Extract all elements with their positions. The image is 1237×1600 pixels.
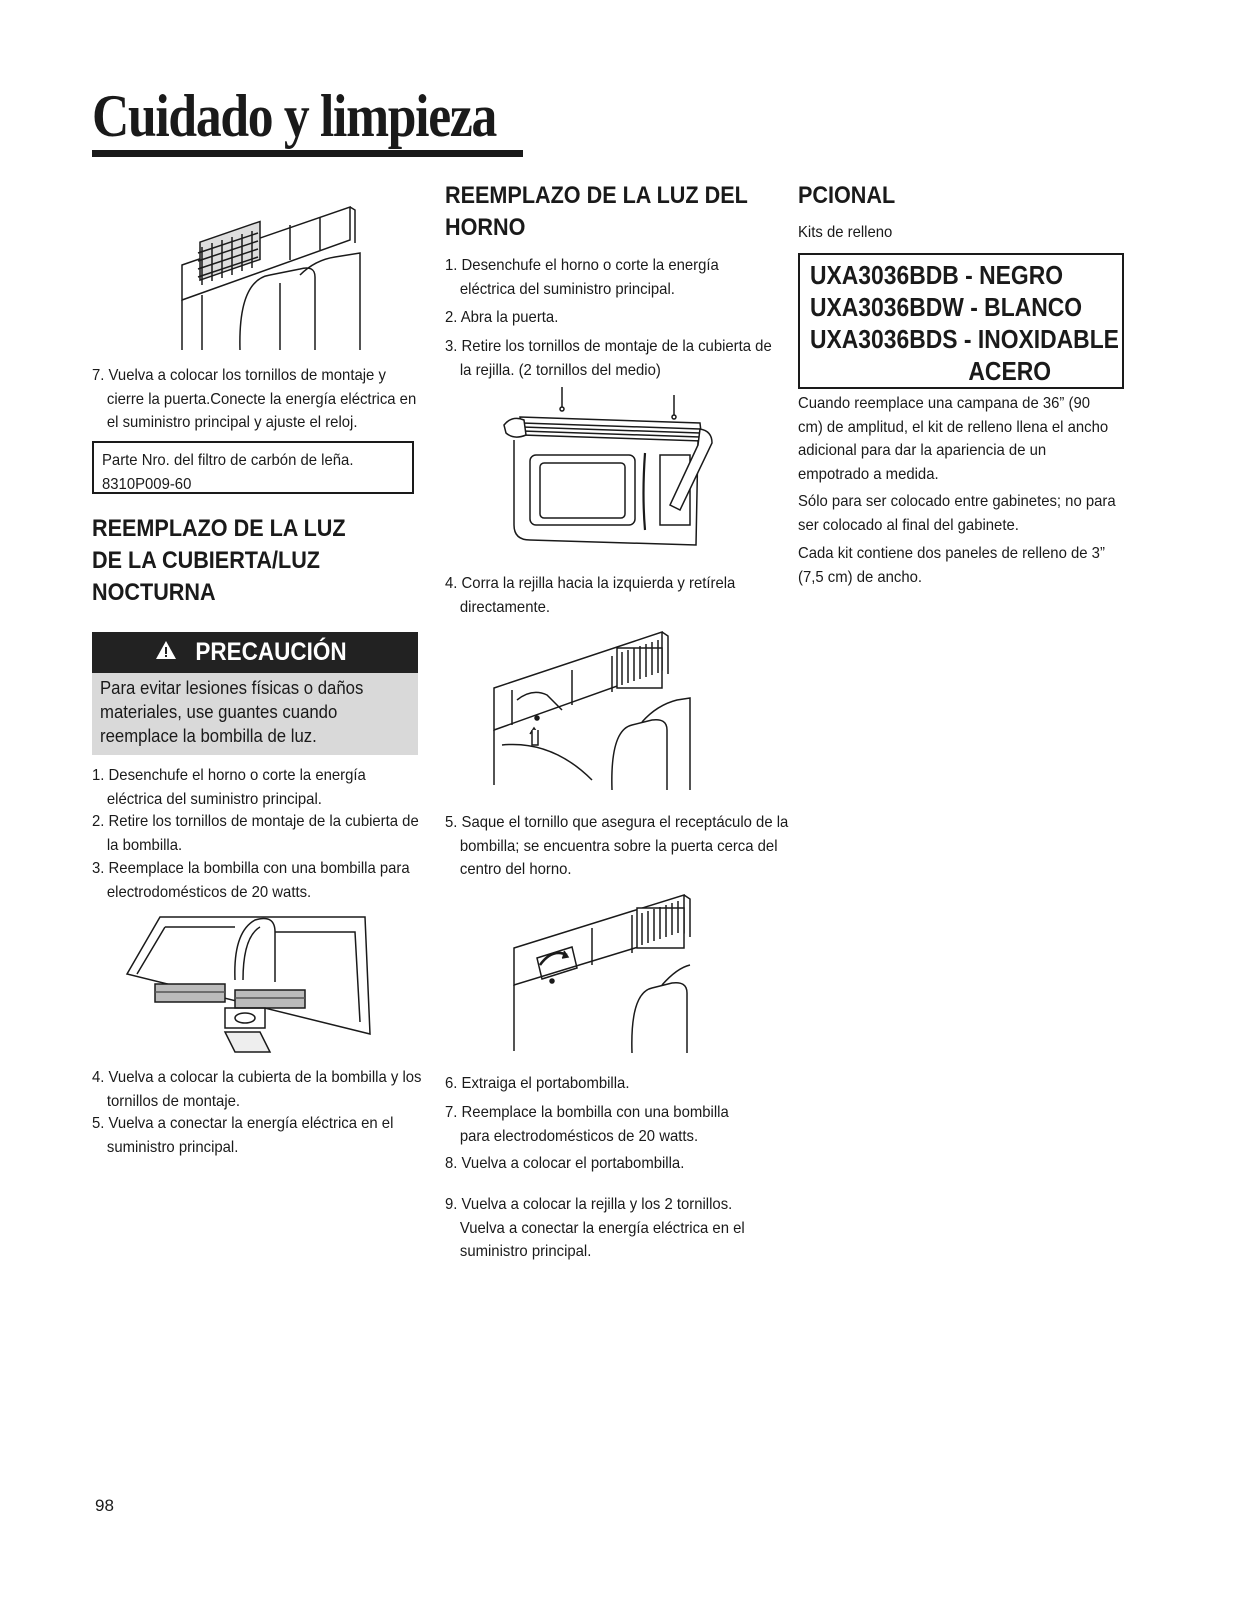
filler-kit-paragraph-2: Sólo para ser colocado entre gabinetes; no para ser colocado al final del gabinete. (798, 493, 1116, 534)
oven-step-8: 8. Vuelva a colocar el portabombilla. (445, 1155, 685, 1172)
cooktop-step-4: 4. Vuelva a colocar la cubierta de la bombilla y los tornillos de montaje. (92, 1069, 422, 1110)
cooktop-step-1: 1. Desenchufe el horno o corte la energía eléctrica del suministro principal. (92, 767, 366, 808)
cooktop-step-2: 2. Retire los tornillos de montaje de la cubierta de la bombilla. (92, 813, 419, 854)
filler-kits-subheading: Kits de relleno (798, 224, 893, 241)
cooktop-step-3: 3. Reemplace la bombilla con una bombilla para electrodomésticos de 20 watts. (92, 860, 410, 901)
caution-text: Para evitar lesiones físicas o daños materiales, use guantes cuando reemplace la bombilla de luz. (100, 678, 364, 746)
charcoal-filter-illustration (180, 205, 365, 350)
oven-step-7: 7. Reemplace la bombilla con una bombilla para electrodomésticos de 20 watts. (445, 1104, 729, 1145)
optional-heading: PCIONAL (798, 182, 896, 209)
oven-step-2: 2. Abra la puerta. (445, 309, 559, 326)
grille-screws-illustration (500, 385, 715, 550)
oven-step-6: 6. Extraiga el portabombilla. (445, 1075, 630, 1092)
oven-step-9: 9. Vuelva a colocar la rejilla y los 2 tornillos. Vuelva a conectar la energía eléctrica en el suministro principal. (445, 1196, 745, 1260)
oven-step-1: 1. Desenchufe el horno o corte la energía eléctrica del suministro principal. (445, 257, 719, 298)
oven-light-heading: REEMPLAZO DE LA LUZ DEL HORNO (445, 182, 748, 241)
cooktop-light-heading: REEMPLAZO DE LA LUZ DE LA CUBIERTA/LUZ NOCTURNA (92, 515, 346, 606)
kit-model-stainless-cont: ACERO (968, 356, 1052, 386)
caution-label: PRECAUCIÓN (195, 638, 347, 666)
oven-step-4: 4. Corra la rejilla hacia la izquierda y retírela directamente. (445, 575, 736, 616)
page-number: 98 (95, 1496, 114, 1515)
caution-body (92, 673, 418, 755)
cooktop-step-5: 5. Vuelva a conectar la energía eléctrica en el suministro principal. (92, 1115, 394, 1156)
kit-model-stainless: UXA3036BDS - INOXIDABLE (810, 324, 1119, 354)
kit-model-white: UXA3036BDW - BLANCO (810, 292, 1083, 322)
step-7-filter: 7. Vuelva a colocar los tornillos de montaje y cierre la puerta.Conecte la energía eléctrica en el suministro principal y ajuste el reloj. (92, 367, 417, 431)
filter-part-number-box (92, 441, 414, 494)
oven-step-3: 3. Retire los tornillos de montaje de la cubierta de la rejilla. (2 tornillos del medio) (445, 338, 772, 379)
lamp-receptacle-illustration (512, 893, 692, 1053)
grille-removed-illustration (492, 630, 692, 790)
filler-kit-models-box (798, 253, 1124, 389)
page-title: Cuidado y limpieza (92, 83, 496, 149)
filler-kit-paragraph-3: Cada kit contiene dos paneles de relleno de 3” (7,5 cm) de ancho. (798, 545, 1105, 586)
part-box-line2: 8310P009-60 (102, 475, 192, 493)
kit-model-black: UXA3036BDB - NEGRO (810, 260, 1064, 290)
light-cover-illustration (125, 912, 385, 1057)
title-rule (92, 150, 523, 157)
caution-header (92, 632, 418, 673)
part-box-line1: Parte Nro. del filtro de carbón de leña. (102, 452, 354, 469)
warning-triangle-icon (155, 640, 177, 665)
filler-kit-paragraph-1: Cuando reemplace una campana de 36” (90 cm) de amplitud, el kit de relleno llena el ancho adicional para dar la apariencia de un empotrado a medida. (798, 395, 1109, 483)
oven-step-5: 5. Saque el tornillo que asegura el receptáculo de la bombilla; se encuentra sobre la puerta cerca del centro del horno. (445, 814, 789, 878)
